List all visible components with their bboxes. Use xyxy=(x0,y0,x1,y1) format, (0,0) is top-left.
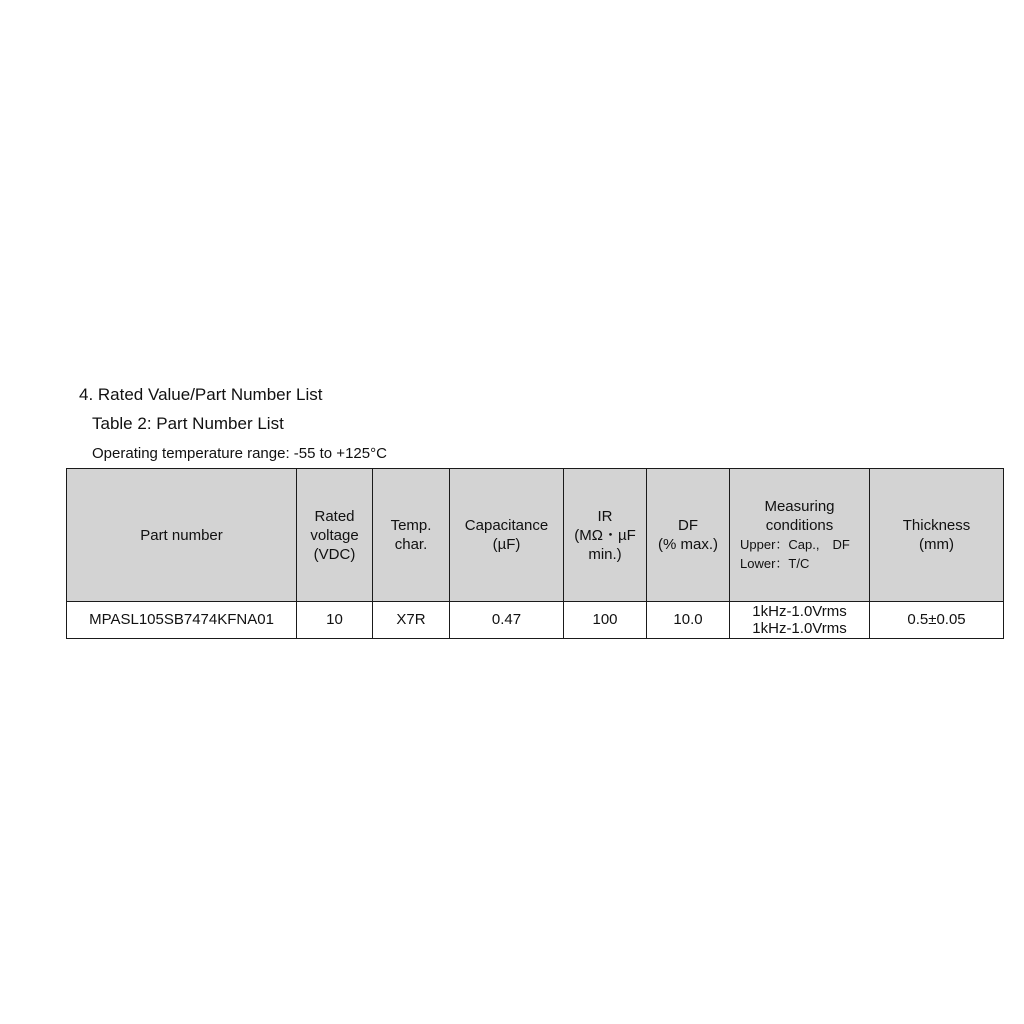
cell-rated-voltage: 10 xyxy=(297,602,373,639)
cell-capacitance: 0.47 xyxy=(450,602,564,639)
header-capacitance xyxy=(450,469,564,602)
header-df xyxy=(647,469,730,602)
cell-ir: 100 xyxy=(564,602,647,639)
table-row xyxy=(67,602,1004,639)
header-part-number-label: Part number xyxy=(140,526,223,544)
cell-conditions-lower: 1kHz-1.0Vrms xyxy=(752,620,847,637)
header-thickness-line-1: Thickness xyxy=(902,517,971,534)
header-rated-voltage xyxy=(297,469,373,602)
header-part-number xyxy=(67,469,297,602)
header-ir-line-2: (MΩ・µF xyxy=(574,526,636,544)
header-measuring-conditions-line-1: Measuring xyxy=(764,498,835,515)
header-temp-char-line-2: char. xyxy=(394,536,428,553)
header-temp-char xyxy=(373,469,450,602)
operating-temperature-range: Operating temperature range: -55 to +125°C xyxy=(92,445,387,462)
header-df-line-2: (% max.) xyxy=(658,536,718,553)
header-measuring-conditions xyxy=(730,469,870,602)
table-title: Table 2: Part Number List xyxy=(92,414,284,433)
header-thickness-line-2: (mm) xyxy=(919,536,954,553)
cell-measuring-conditions xyxy=(730,602,870,639)
header-measuring-conditions-upper: Upper：Cap., DF xyxy=(740,537,850,552)
header-rated-voltage-line-1: Rated xyxy=(314,507,355,525)
header-rated-voltage-line-3: (VDC) xyxy=(313,545,356,563)
cell-thickness: 0.5±0.05 xyxy=(870,602,1004,639)
header-ir-line-3: min.) xyxy=(588,545,622,563)
header-thickness xyxy=(870,469,1004,602)
cell-conditions-upper: 1kHz-1.0Vrms xyxy=(752,603,847,620)
header-capacitance-line-1: Capacitance xyxy=(464,517,549,534)
header-measuring-conditions-lower: Lower：T/C xyxy=(740,556,810,571)
header-rated-voltage-line-2: voltage xyxy=(310,526,359,544)
header-measuring-conditions-line-2: conditions xyxy=(765,517,834,534)
table-header-row xyxy=(67,469,1004,602)
header-ir xyxy=(564,469,647,602)
header-temp-char-line-1: Temp. xyxy=(390,517,432,534)
cell-temp-char: X7R xyxy=(373,602,450,639)
header-capacitance-line-2: (µF) xyxy=(492,536,521,553)
header-df-line-1: DF xyxy=(678,517,698,534)
section-title: 4. Rated Value/Part Number List xyxy=(79,385,323,404)
part-number-table xyxy=(66,468,1004,639)
header-ir-line-1: IR xyxy=(597,507,613,525)
cell-part-number: MPASL105SB7474KFNA01 xyxy=(67,602,297,639)
cell-df: 10.0 xyxy=(647,602,730,639)
